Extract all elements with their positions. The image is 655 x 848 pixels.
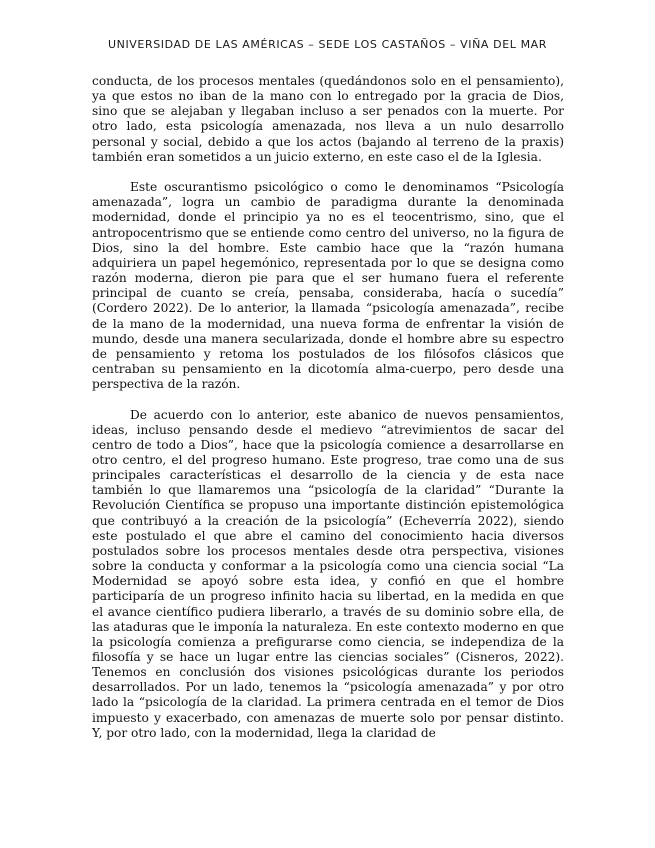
paragraph-oscurantismo: Este oscurantismo psicológico o como le denominamos “Psicología amenazada”, logra un cambio de paradigma durante la denominada modernidad, donde el principio ya no es el teocentrismo, sino, que el antropocentrismo que se entiende como centro del universo, no la figura de Dios, sino la del hombre. Este cambio hace que la “razón humana adquiriera un papel hegemónico, representada por lo que se designa como razón moderna, dieron pie para que el ser humano fuera el referente principal de cuanto se creía, pensaba, consideraba, hacía o sucedía” (Cordero 2022). De lo anterior, la llamada “psicología amenazada”, recibe de la mano de la modernidad, una nueva forma de enfrentar la visión de mundo, desde una manera secularizada, donde el hombre abre su espectro de pensamiento y retoma los postulados de los filósofos clásicos que centraban su pensamiento en la dicotomía alma-cuerpo, pero desde una perspectiva de la razón. xyxy=(92,180,564,392)
body-text xyxy=(92,74,564,756)
paragraph-continuation: conducta, de los procesos mentales (quedándonos solo en el pensamiento), ya que estos no iban de la mano con lo entregado por la gracia de Dios, sino que se alejaban y llegaban incluso a ser penados con la muerte. Por otro lado, esta psicología amenazada, nos lleva a un nulo desarrollo personal y social, debido a que los actos (bajando al terreno de la praxis) también eran sometidos a un juicio externo, en este caso el de la Iglesia. xyxy=(92,74,564,164)
page-header: UNIVERSIDAD DE LAS AMÉRICAS – SEDE LOS CASTAÑOS – VIÑA DEL MAR xyxy=(107,38,548,51)
paragraph-abanico: De acuerdo con lo anterior, este abanico de nuevos pensamientos, ideas, incluso pensando desde el medievo “atrevimientos de sacar del centro de todo a Dios”, hace que la psicología comience a desarrollarse en otro centro, el del progreso humano. Este progreso, trae como una de sus principales características el desarrollo de la ciencia y de esta nace también lo que llamaremos una “psicología de la claridad” “Durante la Revolución Científica se propuso una importante distinción epistemológica que contribuyó a la creación de la psicología” (Echeverría 2022), siendo este postulado el que abre el camino del conocimiento hacia diversos postulados sobre los procesos mentales desde otra perspectiva, visiones sobre la conducta y conformar a la psicología como una ciencia social “La Modernidad se apoyó sobre esta idea, y confió en que el hombre participaría de un progreso infinito hacia su libertad, en la medida en que el avance científico pudiera liberarlo, a través de su dominio sobre ella, de las ataduras que le imponía la naturaleza. En este contexto moderno en que la psicología comienza a prefigurarse como ciencia, se independiza de la filosofía y se hace un lugar entre las ciencias sociales” (Cisneros, 2022). Tenemos en conclusión dos visiones psicológicas durante los periodos desarrollados. Por un lado, tenemos la “psicología amenazada” y por otro lado la “psicología de la claridad. La primera centrada en el temor de Dios impuesto y exacerbado, con amenazas de muerte solo por pensar distinto. Y, por otro lado, con la modernidad, llega la claridad de xyxy=(92,407,564,740)
